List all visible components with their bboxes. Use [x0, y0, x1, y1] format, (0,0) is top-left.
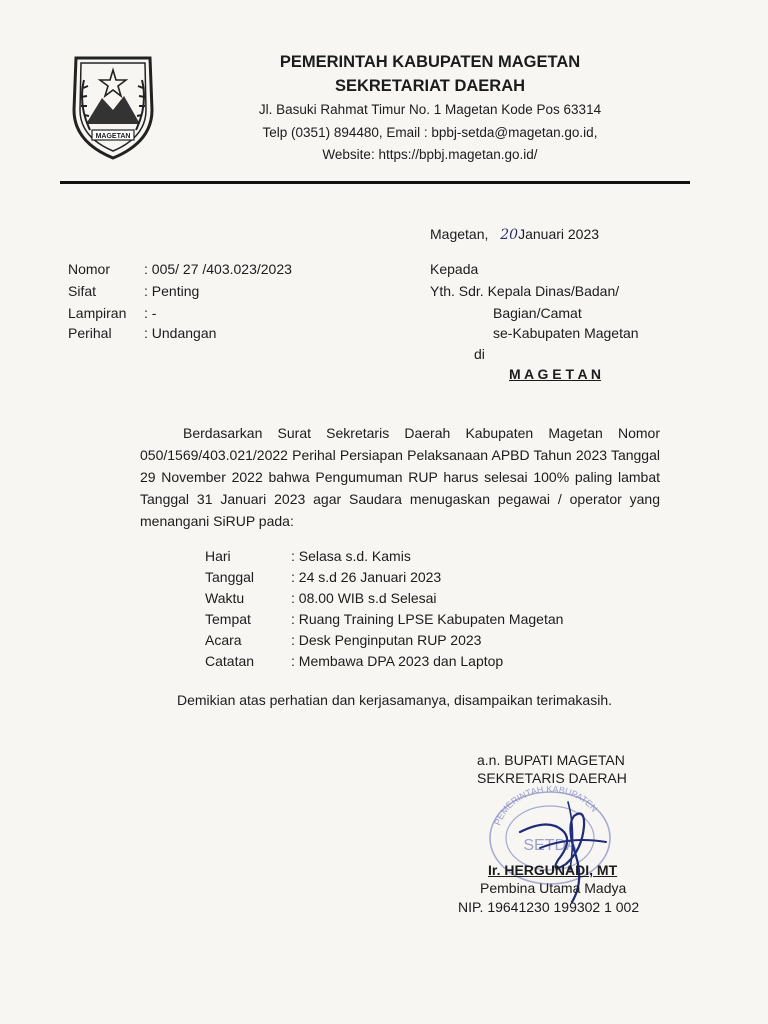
signature-line2: SEKRETARIS DAERAH	[477, 770, 627, 786]
signatory-rank: Pembina Utama Madya	[480, 880, 627, 896]
body-paragraph: Berdasarkan Surat Sekretaris Daerah Kabupaten Magetan Nomor 050/1569/403.021/2022 Perihal Persiapan Pelaksanaan APBD Tahun 2023 Tanggal 29 November 2022 bahwa Pengumuman RUP harus selesai 100% paling lambat Tanggal 31 Januari 2023 agar Saudara menugaskan pegawai / operator yang menangani SiRUP pada:	[140, 425, 660, 529]
header-website: Website: https://bpbj.magetan.go.id/	[322, 147, 538, 162]
signatory-nip: NIP. 19641230 199302 1 002	[458, 899, 640, 915]
stamp-inner-text: SETDA	[523, 837, 577, 854]
recipient-kepada: Kepada	[430, 261, 479, 277]
meta-label-sifat: Sifat	[68, 283, 97, 299]
logo-text: MAGETAN	[95, 133, 131, 140]
recipient-line3: se-Kabupaten Magetan	[493, 325, 639, 341]
schedule-label-catatan: Catatan	[205, 653, 255, 669]
schedule-label-tanggal: Tanggal	[205, 569, 255, 585]
header-office-name: SEKRETARIAT DAERAH	[334, 77, 526, 95]
schedule-label-acara: Acara	[205, 632, 242, 648]
meta-value-lampiran: : -	[144, 305, 157, 321]
recipient-line1: Yth. Sdr. Kepala Dinas/Badan/	[430, 283, 620, 299]
meta-label-lampiran: Lampiran	[68, 305, 127, 321]
meta-value-sifat: : Penting	[144, 283, 200, 299]
signatory-name: Ir. HERGUNADI, MT	[488, 862, 618, 878]
schedule-value-waktu: : 08.00 WIB s.d Selesai	[291, 590, 437, 606]
signature-line1: a.n. BUPATI MAGETAN	[477, 752, 625, 768]
recipient-di: di	[474, 346, 485, 362]
meta-label-nomor: Nomor	[68, 261, 111, 277]
schedule-label-tempat: Tempat	[205, 611, 251, 627]
header-address: Jl. Basuki Rahmat Timur No. 1 Magetan Kode Pos 63314	[258, 102, 602, 117]
schedule-value-tempat: : Ruang Training LPSE Kabupaten Magetan	[291, 611, 564, 627]
meta-label-perihal: Perihal	[68, 325, 112, 341]
header-contact: Telp (0351) 894480, Email : bpbj-setda@magetan.go.id,	[262, 125, 598, 140]
header-government-name: PEMERINTAH KABUPATEN MAGETAN	[279, 53, 581, 71]
schedule-value-tanggal: : 24 s.d 26 Januari 2023	[291, 569, 442, 585]
stamp-outer-text: PEMERINTAH KABUPATEN	[492, 783, 600, 827]
date-month-year: Januari 2023	[518, 226, 600, 242]
schedule-value-catatan: : Membawa DPA 2023 dan Laptop	[291, 653, 504, 669]
date-day-handwritten: 20	[500, 227, 519, 243]
header-divider	[60, 181, 690, 184]
meta-value-nomor: : 005/ 27 /403.023/2023	[144, 261, 292, 277]
handwritten-signature	[510, 790, 620, 915]
schedule-label-waktu: Waktu	[205, 590, 245, 606]
closing-sentence: Demikian atas perhatian dan kerjasamanya, disampaikan terimakasih.	[177, 692, 612, 708]
schedule-value-hari: : Selasa s.d. Kamis	[291, 548, 411, 564]
meta-value-perihal: : Undangan	[144, 325, 217, 341]
recipient-line2: Bagian/Camat	[493, 305, 582, 321]
recipient-city: M A G E T A N	[509, 366, 602, 382]
schedule-label-hari: Hari	[205, 548, 231, 564]
schedule-value-acara: : Desk Penginputan RUP 2023	[291, 632, 482, 648]
magetan-logo-emblem	[66, 50, 160, 162]
letter-date	[430, 226, 599, 243]
date-place: Magetan,	[430, 226, 489, 242]
